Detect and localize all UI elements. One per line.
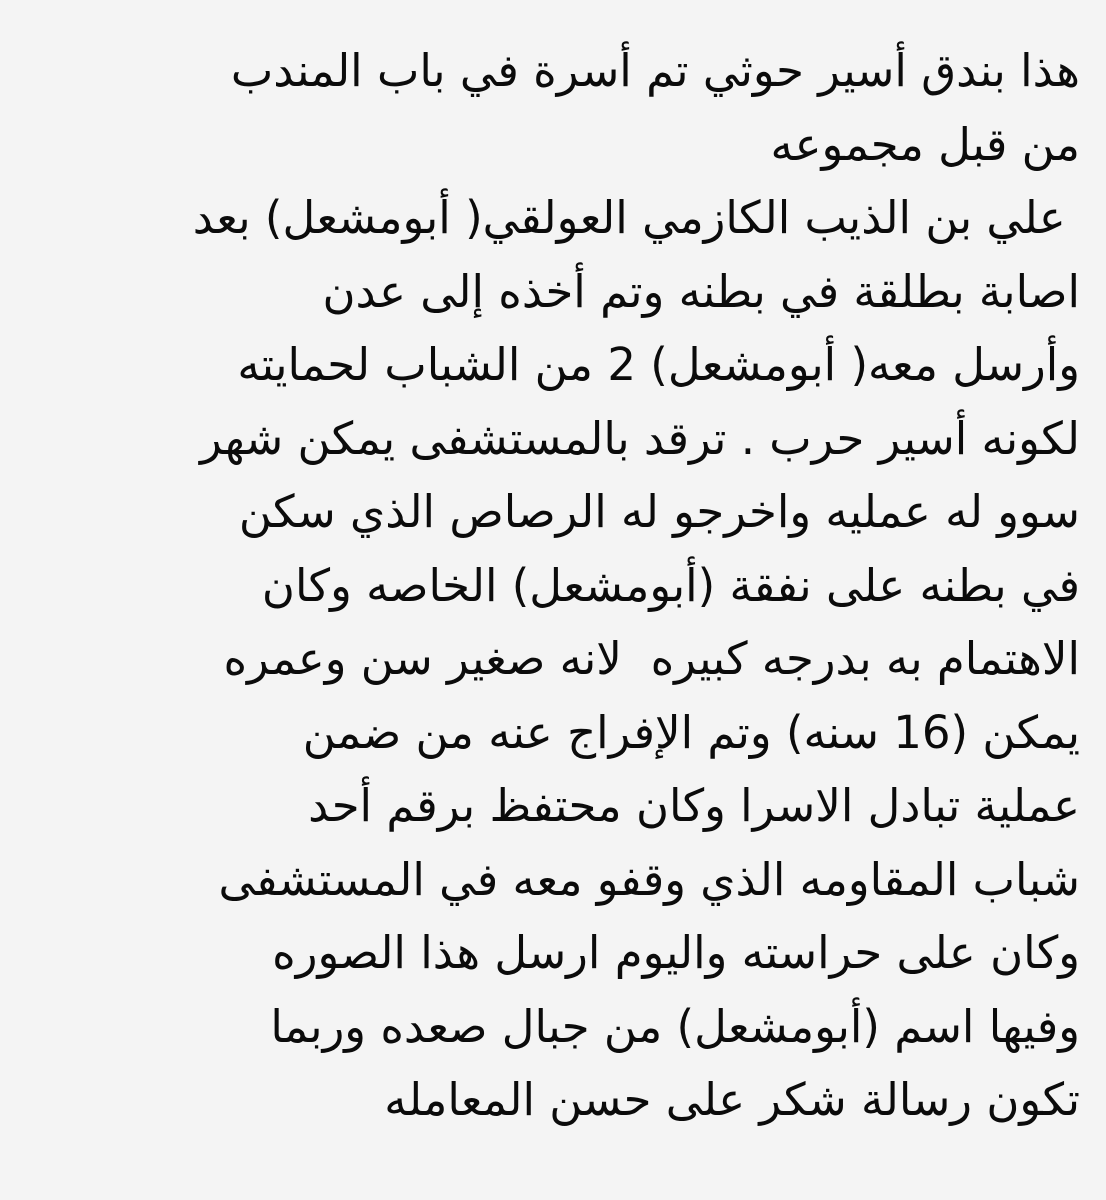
note-line-5: وأرسل معه( أبومشعل) 2 من الشباب لحمايته: [237, 338, 1080, 391]
note-line-12: شباب المقاومه الذي وقفو معه في المستشفى: [218, 852, 1080, 906]
note-line-1: هذا بندق أسير حوثي تم أسرة في باب المندب: [230, 44, 1080, 97]
note-line-3: علي بن الذيب الكازمي العولقي( أبومشعل) بعد: [192, 191, 1080, 244]
note-line-10: يمكن (16 سنه) وتم الإفراج عنه من ضمن: [302, 705, 1080, 759]
note-line-13: وكان على حراسته واليوم ارسل هذا الصوره: [272, 926, 1080, 979]
note-line-9: الاهتمام به بدرجه كبيره لانه صغير سن وعمره: [223, 632, 1080, 685]
note-line-2: من قبل مجموعه: [770, 117, 1080, 171]
note-line-15: تكون رسالة شكر على حسن المعامله: [384, 1073, 1080, 1126]
note-line-14: وفيها اسم (أبومشعل) من جبال صعده وربما: [270, 999, 1080, 1053]
note-text-block: [40, 34, 1080, 1137]
note-line-8: في بطنه على نفقة (أبومشعل) الخاصه وكان: [261, 558, 1080, 612]
note-line-11: عملية تبادل الاسرا وكان محتفظ برقم أحد: [308, 779, 1080, 832]
note-line-6: لكونه أسير حرب . ترقد بالمستشفى يمكن شهر: [199, 411, 1080, 465]
note-line-4: اصابة بطلقة في بطنه وتم أخذه إلى عدن: [322, 264, 1080, 318]
note-line-7: سوو له عمليه واخرجو له الرصاص الذي سكن: [238, 485, 1080, 538]
